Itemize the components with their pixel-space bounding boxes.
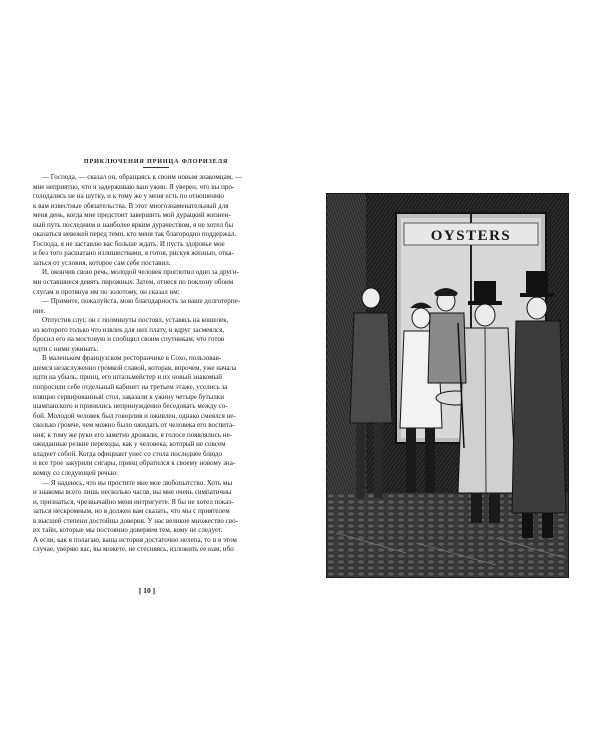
text-line: ми оставшиеся девять пирожных. Затем, отнеся по поклону обоим xyxy=(33,278,234,287)
text-line: и, признаться, чрезвычайно меня интригуете. Я бы не хотел показ- xyxy=(33,497,234,506)
text-line: из которого только что извлек для них плату, и вдруг засмеялся, xyxy=(33,325,225,334)
text-line: идти с ними ужинать. xyxy=(33,344,99,353)
text-line: шемся незаслуженно громкой славой, которая, впрочем, уже начала xyxy=(33,363,237,372)
text-line: к вам известные обязательства. В этот многознаменательный для xyxy=(33,201,229,210)
text-line: Отпустив слуг, он с полминуты постоял, уставясь на кошелек, xyxy=(42,316,229,325)
text-line: голодались не на шутку, и к тому же у меня есть по отношению xyxy=(33,192,225,201)
illustration xyxy=(326,193,569,578)
text-line: владеет собой. Когда официант унес со стола последнее блюдо xyxy=(33,449,222,458)
text-line: бой. Молодой человек был говорлив и оживлен, однако смеялся не- xyxy=(33,411,236,420)
text-line: В маленьком французском ресторанчике в Сохо, пользовав- xyxy=(42,354,222,363)
body-text xyxy=(33,173,279,555)
sign-text: OYSTERS xyxy=(430,228,512,244)
head-rule xyxy=(143,167,169,168)
text-line: слугам и протянув им по золотому, он сказал им: xyxy=(33,287,180,296)
running-head: ПРИКЛЮЧЕНИЯ ПРИНЦА ФЛОРИЗЕЛЯ xyxy=(83,158,229,165)
text-line: ния; к тому же руки его заметно дрожали, в голосе появлялись не- xyxy=(33,430,233,439)
page-number: [ 10 ] xyxy=(138,586,156,595)
text-line: мне неприятно, что я задерживаю ваш ужин. Я уверен, что вы про- xyxy=(33,182,235,191)
text-line: И, окончив свою речь, молодой человек проглотил одно за други- xyxy=(42,268,239,277)
text-line: заться от условия, которое сам себе поставил. xyxy=(33,258,171,267)
illustration-drawing xyxy=(326,193,569,578)
text-line: их тайн, которые мы постоянно доверяем тем, кому не следует. xyxy=(33,526,223,535)
text-line: в высшей степени достойны доверия. У нас великое множество сво- xyxy=(33,516,238,525)
text-line: шампанского и принялись непринужденно беседовать между со- xyxy=(33,402,228,411)
text-line: — Я надеюсь, что вы простите мне мое любопытство. Хоть мы xyxy=(42,478,233,487)
text-line: и все трое закурили сигары, принц обратился к своему новому зна- xyxy=(33,459,236,468)
text-line: комцу со следующей речью: xyxy=(33,468,118,477)
text-line: — Господа, — сказал он, обращаясь к своим новым знакомцам, — xyxy=(42,173,242,181)
text-line: ние. xyxy=(33,306,46,315)
text-line: Господа, я не заставлю вас больше ждать. И пусть здоровье мое xyxy=(33,239,225,248)
text-line: сколько громче, чем можно было ожидать от человека его воспита- xyxy=(33,421,235,430)
text-line: А если, как я полагаю, ваша история достаточно нелепа, то и в этом xyxy=(33,535,237,544)
text-line: изящно сервированный стол, заказали к ужину четыре бутылки xyxy=(33,392,225,401)
text-line: и без того расшатано излишествами, я готов, рискуя жизнью, отка- xyxy=(33,249,234,258)
text-line: бросил его на мостовую и сообщил своим спутникам, что готов xyxy=(33,335,225,344)
text-line: оказаться невежей перед теми, кто меня так благородно поддержал. xyxy=(33,230,237,239)
text-line: случае, уверяю вас, вы можете, не стесняясь, изложить ее нам, ибо xyxy=(33,545,234,554)
text-line: — Примите, пожалуйста, мою благодарность за ваше долготерпе- xyxy=(42,297,241,306)
text-line: ный путь последним и наиболее ярким дурачеством, я не хотел бы xyxy=(33,220,234,229)
text-line: меня день, когда мне предстоит завершить мой дурацкий жизнен- xyxy=(33,211,231,220)
text-line: попросили себе отдельный кабинет на третьем этаже, уселись за xyxy=(33,383,228,392)
text-line: ожиданные резкие переходы, как у человека, который не совсем xyxy=(33,440,226,449)
text-line: идти на убыль, принц, его штальмейстер и их новый знакомый xyxy=(33,373,222,382)
text-line: заться нескромным, но я должен вам сказать, что мы с приятелем xyxy=(33,507,230,516)
text-page xyxy=(33,158,279,555)
text-line: и знакомы всего лишь несколько часов, вы мне очень симпатичны xyxy=(33,488,232,497)
